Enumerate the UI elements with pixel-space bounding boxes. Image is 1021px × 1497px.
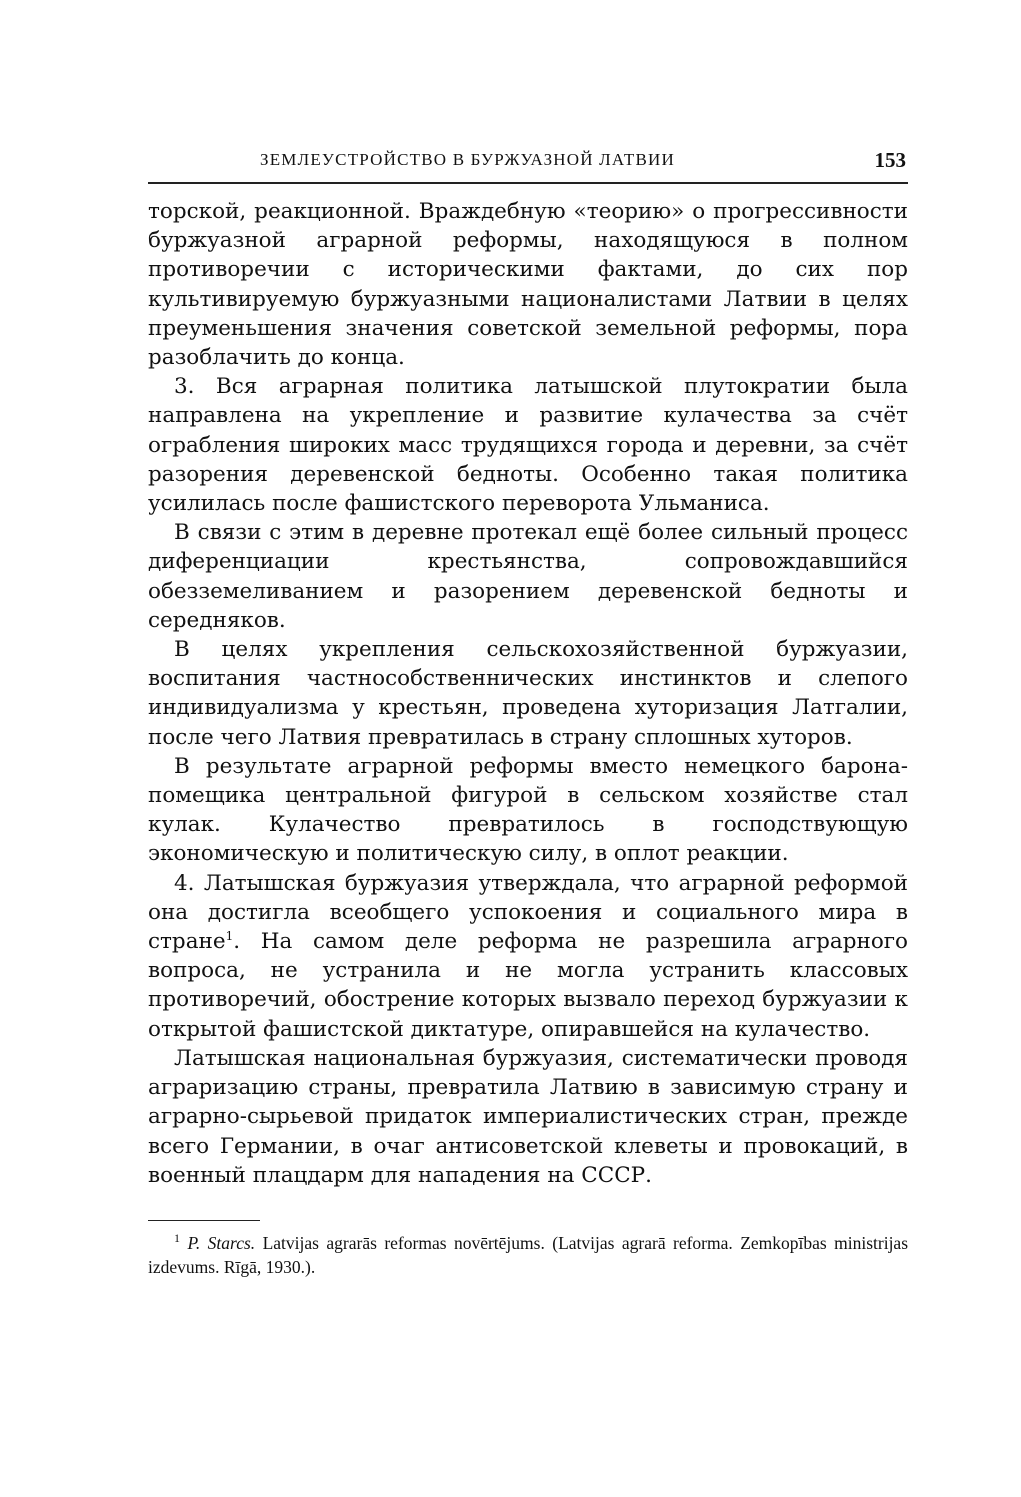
running-head (148, 146, 908, 184)
footnote-mark: 1 (174, 1231, 180, 1246)
paragraph-text: . На самом деле реформа не разрешила аграрного вопроса, не устранила и не могла устранить классовых противоречий, обострение которых вызвало переход буржуазии к открытой фашистской диктатуре, опиравшейся на кулачество. (148, 929, 908, 1042)
footnote (148, 1231, 908, 1279)
paragraph: В связи с этим в деревне протекал ещё более сильный процесс диференциации крестьянства, сопровождавшийся обезземеливанием и разорением деревенской бедноты и середняков. (148, 520, 908, 633)
footnote-text: Latvijas agrarās reformas novērtējums. (Latvijas agrarā reforma. Zemkopības ministrijas izdevums. Rīgā, 1930.). (148, 1232, 909, 1277)
paragraph-text: 4. Латышская буржуазия утверждала, что аграрной реформой она достигла всеобщего успокоения и социального мира в стране (148, 870, 908, 955)
paragraph: 3. Вся аграрная политика латышской плутократии была направлена на укрепление и развитие кулачества за счёт ограбления широких масс трудящихся города и деревни, за счёт разорения деревенской бедноты. Особенно такая политика усилилась после фашистского переворота Ульманиса. (148, 374, 908, 517)
paragraph: В результате аграрной реформы вместо немецкого барона-помещика центральной фигурой в сельском хозяйстве стал кулак. Кулачество превратилось в господствующую экономическую и политическую силу, в оплот реакции. (148, 753, 908, 867)
running-head-title: ЗЕМЛЕУСТРОЙСТВО В БУРЖУАЗНОЙ ЛАТВИИ (260, 150, 675, 169)
paragraph (148, 869, 908, 1044)
book-page (148, 146, 908, 1279)
footnote-divider (148, 1220, 260, 1221)
paragraph: Латышская национальная буржуазия, систематически проводя аграризацию страны, превратила Латвию в зависимую страну и аграрно-сырьевой придаток империалистических стран, прежде всего Германии, в очаг антисоветской клеветы и провокаций, в военный плацдарм для нападения на СССР. (148, 1045, 908, 1188)
paragraph: торской, реакционной. Враждебную «теорию» о прогрессивности буржуазной аграрной реформы, находящуюся в полном противоречии с историческими фактами, до сих пор культивируемую буржуазными националистами Латвии в целях преуменьшения значения советской земельной реформы, пора разоблачить до конца. (148, 199, 908, 371)
body-text (148, 197, 908, 1190)
page-number: 153 (874, 148, 906, 172)
footnote-reference[interactable]: 1 (225, 928, 234, 943)
footnote-author: P. Starcs. (187, 1232, 256, 1253)
paragraph: В целях укрепления сельскохозяйственной буржуазии, воспитания частнособственнических инстинктов и слепого индивидуализма у крестьян, проведена хуторизация Латгалии, после чего Латвия превратилась в страну сплошных хуторов. (148, 637, 908, 750)
